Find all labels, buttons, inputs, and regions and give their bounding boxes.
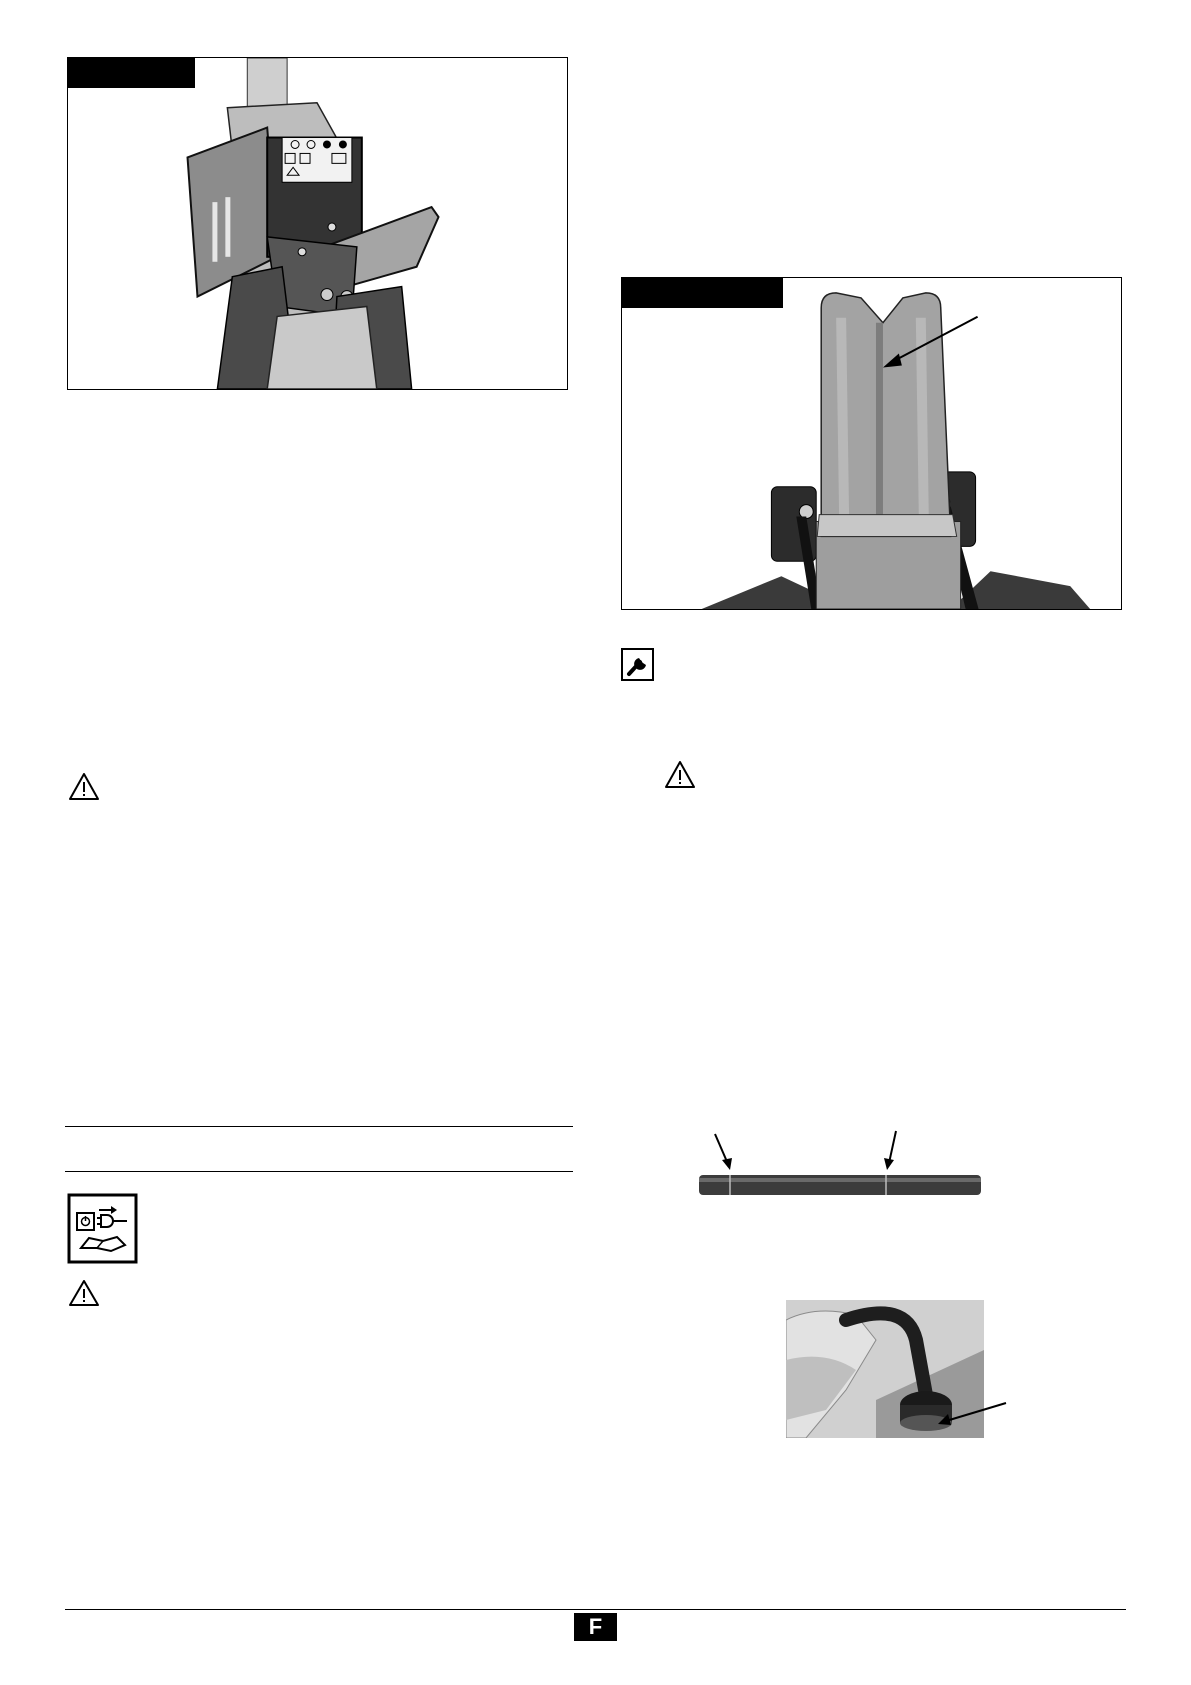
section-divider-top (65, 1126, 573, 1127)
piston-rod-photo (690, 1126, 990, 1201)
splitting-wedge-photo (622, 278, 1121, 609)
language-badge: F (574, 1613, 617, 1641)
warning-triangle-icon (68, 1279, 100, 1307)
disconnect-power-read-manual-icon (67, 1193, 138, 1264)
warning-triangle-icon (68, 772, 100, 801)
log-splitter-top-photo (68, 58, 567, 389)
figure-label-top-left (67, 57, 195, 88)
section-divider-bottom (65, 1171, 573, 1172)
figure-label-top-right (621, 277, 783, 308)
wrench-icon (621, 648, 654, 681)
photo-figure-top-right (621, 277, 1122, 610)
photo-figure-top-left (67, 57, 568, 390)
warning-triangle-icon (664, 760, 696, 789)
footer-rule (65, 1609, 1126, 1610)
hex-key-bleed-screw-photo (786, 1300, 1008, 1438)
